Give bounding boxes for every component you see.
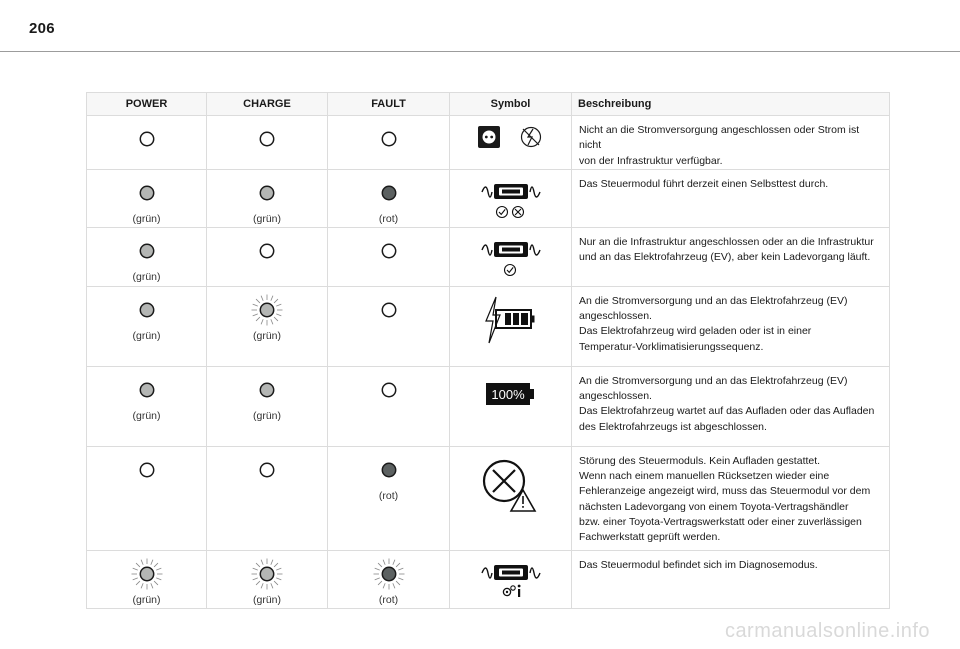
led-on-green-icon	[87, 170, 206, 216]
description-line: des Elektrofahrzeugs ist abgeschlossen.	[579, 420, 767, 433]
table-row	[87, 116, 890, 170]
charge-led-cell	[207, 366, 328, 446]
table-row	[87, 446, 890, 550]
symbol-cell	[450, 550, 572, 608]
battery-percent-text: 100%	[490, 386, 525, 402]
led-off-icon	[87, 447, 206, 493]
description-line: von der Infrastruktur verfügbar.	[579, 154, 723, 167]
description-cell	[572, 227, 890, 286]
watermark: carmanualsonline.info	[724, 620, 930, 642]
description-cell	[572, 286, 890, 366]
description-line: Nur an die Infrastruktur angeschlossen oder an die Infrastruktur	[579, 235, 874, 248]
led-off-icon	[328, 228, 449, 274]
led-color-label: (grün)	[132, 409, 161, 422]
symbol-cell	[450, 116, 572, 170]
led-off-icon	[328, 287, 449, 333]
charge-led-cell	[207, 227, 328, 286]
power-led-cell	[87, 366, 207, 446]
fault-led-cell	[328, 227, 450, 286]
led-off-icon	[207, 116, 327, 162]
description-line: Das Elektrofahrzeug wartet auf das Aufladen oder das Aufladen	[579, 405, 875, 418]
charge-led-cell	[207, 286, 328, 366]
description-line: bzw. einer Toyota-Vertragswerkstatt oder einer zuverlässigen	[579, 516, 862, 529]
description-line: und an das Elektrofahrzeug (EV), aber kein Ladevorgang läuft.	[579, 251, 871, 264]
table-row	[87, 227, 890, 286]
led-color-label: (grün)	[252, 409, 281, 422]
column-header-power: POWER	[87, 93, 207, 116]
description-line: Das Steuermodul befindet sich im Diagnosemodus.	[579, 558, 818, 571]
fault-led-cell	[328, 550, 450, 608]
table-row	[87, 550, 890, 608]
description-line: An die Stromversorgung und an das Elektrofahrzeug (EV)	[579, 294, 848, 307]
led-color-label: (grün)	[252, 212, 281, 225]
fault-warning-icon	[450, 447, 571, 517]
fault-led-cell	[328, 169, 450, 227]
led-color-label: (rot)	[378, 489, 399, 502]
led-color-label: (grün)	[132, 270, 161, 283]
table-row	[87, 366, 890, 446]
table-row	[87, 286, 890, 366]
description-line: Das Elektrofahrzeug wird geladen oder ist in einer	[579, 325, 812, 338]
page-number: 206	[29, 20, 55, 37]
led-off-icon	[207, 447, 327, 493]
description-line: Das Steuermodul führt derzeit einen Selbsttest durch.	[579, 177, 829, 190]
symbol-cell	[450, 169, 572, 227]
description-line: angeschlossen.	[579, 310, 652, 323]
led-off-icon	[87, 116, 206, 162]
charge-led-cell	[207, 446, 328, 550]
column-header-charge: CHARGE	[207, 93, 328, 116]
led-color-label: (grün)	[252, 593, 281, 606]
led-color-label: (rot)	[378, 212, 399, 225]
module-connected-icon	[450, 228, 571, 278]
fault-led-cell	[328, 366, 450, 446]
battery-full-icon	[450, 367, 571, 415]
led-status-table	[86, 92, 890, 609]
description-cell	[572, 446, 890, 550]
description-line: Temperatur-Vorklimatisierungssequenz.	[579, 340, 764, 353]
charge-led-cell	[207, 169, 328, 227]
symbol-cell	[450, 227, 572, 286]
module-diagnostic-icon	[450, 551, 571, 601]
description-line: angeschlossen.	[579, 390, 652, 403]
description-cell	[572, 169, 890, 227]
description-line: Fachwerkstatt geprüft werden.	[579, 531, 721, 544]
table-header-row	[87, 93, 890, 116]
description-cell	[572, 116, 890, 170]
description-line: Störung des Steuermoduls. Kein Aufladen gestattet.	[579, 454, 821, 467]
fault-led-cell	[328, 116, 450, 170]
symbol-cell	[450, 366, 572, 446]
module-selftest-icon	[450, 170, 571, 220]
column-header-description: Beschreibung	[572, 93, 890, 116]
power-led-cell	[87, 550, 207, 608]
description-line: Fehleranzeige angezeigt wird, muss das Steuermodul vor dem	[579, 485, 871, 498]
description-line: Nicht an die Stromversorgung angeschlossen oder Strom ist nicht	[579, 124, 860, 152]
column-header-symbol: Symbol	[450, 93, 572, 116]
led-on-red-icon	[328, 447, 449, 493]
led-blink-green-icon	[207, 551, 327, 597]
description-line: An die Stromversorgung und an das Elektrofahrzeug (EV)	[579, 374, 848, 387]
led-blink-green-icon	[87, 551, 206, 597]
power-led-cell	[87, 116, 207, 170]
description-line: nächsten Ladevorgang von einem Toyota-Vertragshändler	[579, 500, 849, 513]
led-off-icon	[207, 228, 327, 274]
description-line: Wenn nach einem manuellen Rücksetzen wieder eine	[579, 470, 830, 483]
led-color-label: (rot)	[378, 593, 399, 606]
column-header-fault: FAULT	[328, 93, 450, 116]
led-on-green-icon	[207, 170, 327, 216]
fault-led-cell	[328, 446, 450, 550]
led-blink-green-icon	[207, 287, 327, 333]
led-on-green-icon	[87, 367, 206, 413]
led-on-red-icon	[328, 170, 449, 216]
fault-led-cell	[328, 286, 450, 366]
charge-led-cell	[207, 116, 328, 170]
led-color-label: (grün)	[252, 329, 281, 342]
led-on-green-icon	[87, 287, 206, 333]
plug-no-power-icon	[450, 116, 571, 150]
charge-led-cell	[207, 550, 328, 608]
led-off-icon	[328, 367, 449, 413]
led-off-icon	[328, 116, 449, 162]
power-led-cell	[87, 169, 207, 227]
led-color-label: (grün)	[132, 329, 161, 342]
led-color-label: (grün)	[132, 212, 161, 225]
led-color-label: (grün)	[132, 593, 161, 606]
table-row	[87, 169, 890, 227]
led-on-green-icon	[207, 367, 327, 413]
led-blink-red-icon	[328, 551, 449, 597]
power-led-cell	[87, 227, 207, 286]
symbol-cell	[450, 446, 572, 550]
header-divider	[0, 51, 960, 52]
power-led-cell	[87, 446, 207, 550]
power-led-cell	[87, 286, 207, 366]
description-cell	[572, 550, 890, 608]
symbol-cell	[450, 286, 572, 366]
led-on-green-icon	[87, 228, 206, 274]
battery-charging-icon	[450, 287, 571, 345]
description-cell	[572, 366, 890, 446]
